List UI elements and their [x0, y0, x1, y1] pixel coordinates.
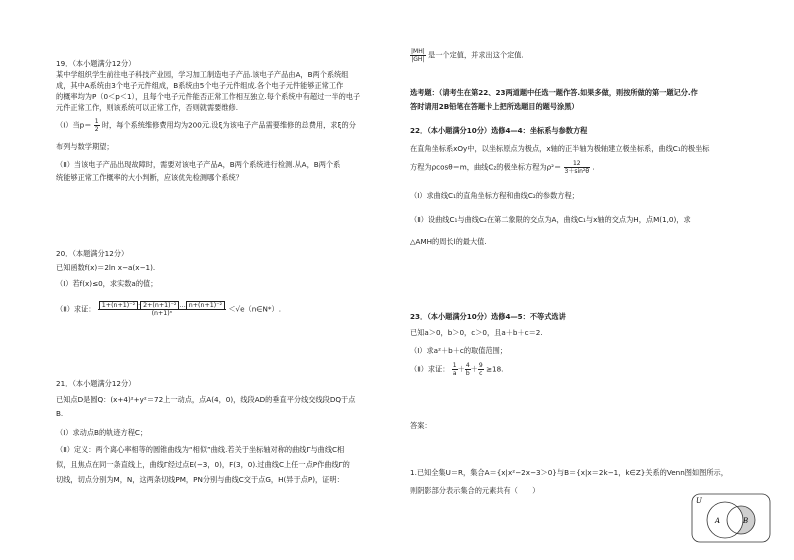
q22-part2-line: △AMH的周长l的最大值. [410, 237, 487, 246]
fraction-denominator: 2 [94, 126, 99, 133]
venn-diagram [691, 493, 771, 543]
q19-part2-line: （Ⅱ）当该电子产品出现故障时，需要对该电子产品A，B两个系统进行检测.从A，B两个系 [56, 160, 341, 169]
q23-part2-pre: （Ⅱ）求证： [410, 364, 450, 374]
q22-line1: 在直角坐标系xOy中，以坐标原点为极点，x轴的正半轴为极轴建立极坐标系，曲线C₁的极坐标 [410, 144, 710, 153]
q21-title: 21．（本小题满分12分） [56, 379, 136, 388]
fraction-numerator: 12 [564, 160, 591, 168]
fraction-denominator: c [479, 370, 483, 377]
q19-part1-pre: （Ⅰ）当p＝ [56, 120, 92, 130]
ratio-tail: 是一个定值，并求出这个定值. [428, 50, 524, 60]
venn-label-u: U [696, 497, 702, 505]
fraction [478, 362, 484, 377]
q22-part2-line: （Ⅱ）设曲线C₁与曲线C₂在第二象限的交点为A，曲线C₁与x轴的交点为H，点M(1,0)，求 [410, 215, 691, 224]
venn-svg [691, 493, 771, 543]
fraction-denominator: (n+1)ⁿ [151, 310, 173, 317]
bracket-term: 1+(n+1)⁻² [99, 301, 138, 310]
q23-part2: （Ⅱ）求证： $\frac{1}{a}$ ＋ $\frac{4}{b}$ ＋ $\frac{9}{c}$ ≥18. [410, 362, 504, 377]
bracket-term: n+(n+1)⁻² [186, 301, 225, 310]
q23-part2-post: ≥18. [485, 364, 504, 374]
answer-label: 答案： [410, 421, 432, 430]
venn-label-b: B [743, 517, 749, 525]
q21-line: B. [56, 409, 64, 418]
set-a-circle [707, 502, 743, 538]
q22-line2-pre: 方程为ρcosθ＝m，曲线C₂的极坐标方程为ρ²＝ [410, 162, 562, 172]
ratio-statement [410, 48, 524, 63]
fraction-denominator: b [465, 370, 470, 377]
q20-part2-label: （Ⅱ）求证： [56, 304, 96, 314]
fraction [452, 362, 458, 377]
q22-title: 22．（本小题满分10分）选修4—4：坐标系与参数方程 [410, 126, 588, 135]
q20-given: 已知函数f(x)＝2ln x−a(x−1). [56, 263, 156, 272]
q20-part1: （Ⅰ）若f(x)≤0，求实数a的值； [56, 279, 158, 288]
fraction [465, 362, 471, 377]
optional-note-line: 选考题：（请考生在第22、23两道题中任选一题作答.如果多做，则按所做的第一题记分.作 [410, 88, 698, 97]
fraction-denominator: 3＋sin²θ [564, 168, 590, 175]
fraction [564, 160, 591, 175]
q19-part1-post: 时，每个系统维修费用均为200元.设ξ为该电子产品需要维修的总费用，求ξ的分 [101, 120, 356, 130]
q21-line: 已知点D是圆Q：(x+4)²+y²＝72上一动点，点A(4，0)，线段AD的垂直平分线交线段DQ于点 [56, 395, 356, 404]
q1-line: 则阴影部分表示集合的元素共有（ ） [410, 486, 540, 495]
q19-title: 19．（本小题满分12分） [56, 59, 136, 68]
q20-title: 20．（本题满分12分） [56, 249, 129, 258]
bracket-term: 2+(n+1)⁻² [140, 301, 179, 310]
fraction-numerator: 9 [478, 362, 483, 369]
fraction [410, 48, 426, 63]
q21-part2-line: （Ⅱ）定义：两个离心率相等的圆锥曲线为“相似”曲线.若关于坐标轴对称的曲线Γ与曲线C相 [56, 445, 345, 454]
q19-part2-line: 统能够正常工作概率的大小判断，应该优先检测哪个系统？ [56, 173, 243, 182]
q20-part2-tail: ＜√e（n∈N*）. [228, 304, 281, 314]
q1-line: 1.已知全集U＝R，集合A＝{x|x²−2x−3＞0}与B＝{x|x＝2k−1，k∈Z}关系的Venn图如图所示， [410, 468, 728, 477]
fraction-numerator: 1 [94, 118, 99, 125]
q21-part1: （Ⅰ）求动点B的轨迹方程C； [56, 428, 148, 437]
q23-title: 23．（本小题满分10分）选修4—5：不等式选讲 [410, 312, 566, 321]
q19-part1 [56, 118, 356, 133]
q23-given: 已知a＞0，b＞0，c＞0，且a＋b＋c＝2. [410, 328, 543, 337]
optional-note-line: 答时请用2B铅笔在答题卡上把所选题目的题号涂黑） [410, 102, 579, 111]
q22-line2-post: . [592, 162, 595, 172]
q19-line: 成，其中A系统由3个电子元件组成，B系统由5个电子元件组成.各个电子元件能够正常工作 [56, 81, 344, 90]
q21-part2-line: 似，且焦点在同一条直线上，曲线Γ经过点E(−3，0)，F(3，0).过曲线C上任一点P作曲线Γ的 [56, 460, 350, 469]
q19-part1-line2: 布列与数学期望； [56, 142, 114, 151]
q22-part1: （Ⅰ）求曲线C₁的直角坐标方程和曲线C₂的参数方程； [410, 191, 579, 200]
fraction-denominator: |GH| [411, 56, 425, 63]
venn-label-a: A [715, 517, 721, 525]
q21-part2-line: 切线，切点分别为M，N，这两条切线PM，PN分别与曲线C交于点G，H(异于点P)，证明： [56, 475, 344, 484]
q20-fraction [98, 302, 226, 317]
q22-line2 [410, 160, 595, 175]
q20-part2 [56, 302, 281, 317]
fraction-denominator: a [452, 370, 457, 377]
fraction-numerator: 1+(n+1)⁻² · 2+(n+1)⁻² … n+(n+1)⁻² [98, 302, 226, 310]
fraction-numerator: |MH| [411, 48, 425, 55]
q19-line: 的概率均为P（0＜p＜1），且每个电子元件能否正常工作相互独立.每个系统中有超过一半的电子 [56, 92, 361, 101]
fraction [94, 118, 100, 133]
fraction-numerator: 4 [465, 362, 470, 369]
ellipsis: … [179, 302, 186, 309]
q19-line: 某中学组织学生前往电子科技产业园，学习加工制造电子产品.该电子产品由A，B两个系统组 [56, 70, 349, 79]
q19-line: 元件正常工作，则该系统可以正常工作，否则就需要维修. [56, 103, 238, 112]
fraction-numerator: 1 [452, 362, 457, 369]
q23-part1: （Ⅰ）求a²＋b＋c的取值范围； [410, 346, 507, 355]
